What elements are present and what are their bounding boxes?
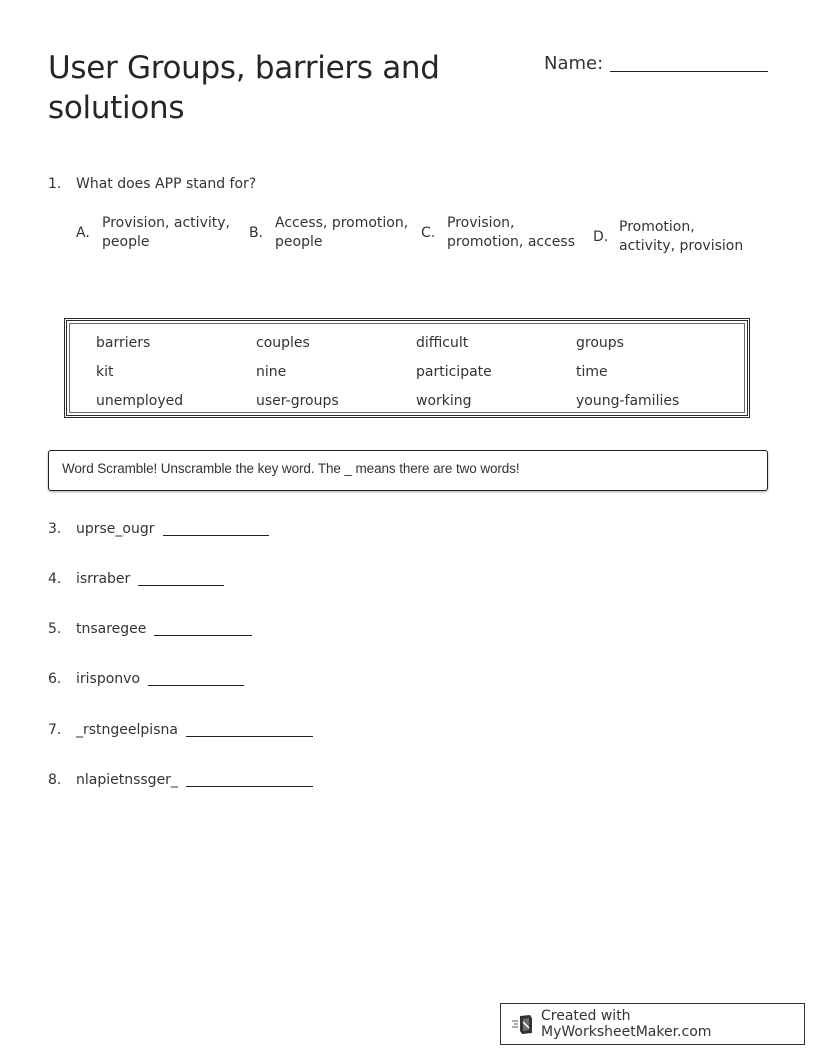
word-bank-item: young-families [576, 393, 680, 409]
option-a[interactable] [76, 214, 237, 252]
answer-blank[interactable] [186, 722, 313, 737]
word-bank-item: user-groups [256, 393, 339, 409]
scramble-item-6 [48, 671, 244, 687]
name-label: Name: [544, 53, 604, 74]
word-bank-item: time [576, 364, 608, 380]
scramble-item-3 [48, 521, 269, 537]
word-bank [64, 318, 750, 418]
word-bank-item: unemployed [96, 393, 184, 409]
answer-blank[interactable] [148, 671, 244, 686]
word-bank-item: groups [576, 335, 624, 351]
option-text: Promotion, activity, provision [619, 219, 744, 254]
answer-blank[interactable] [154, 621, 252, 636]
option-text: Provision, promotion, access [447, 215, 575, 250]
item-number: 4. [48, 571, 62, 587]
name-blank[interactable] [610, 51, 768, 72]
option-c[interactable] [421, 214, 582, 252]
option-text: Access, promotion, people [275, 215, 409, 250]
scramble-item-5 [48, 621, 252, 637]
scrambled-word: uprse_ougr [76, 521, 155, 537]
scramble-item-7 [48, 722, 313, 738]
scramble-item-4 [48, 571, 224, 587]
scramble-item-8 [48, 772, 313, 788]
word-bank-item: couples [256, 335, 310, 351]
word-bank-item: barriers [96, 335, 151, 351]
option-letter: B. [249, 225, 264, 241]
scrambled-word: isrraber [76, 571, 131, 587]
answer-blank[interactable] [163, 521, 269, 536]
worksheet-logo-icon [511, 1013, 535, 1035]
option-b[interactable] [249, 214, 415, 252]
option-letter: C. [421, 225, 436, 241]
option-text: Provision, activity, people [102, 215, 230, 250]
item-number: 7. [48, 722, 62, 738]
question-1 [48, 176, 256, 192]
footer-credit[interactable] [500, 1003, 805, 1045]
instructions-box: Word Scramble! Unscramble the key word. The _ means there are two words! [48, 450, 768, 491]
scrambled-word: irisponvo [76, 671, 141, 687]
question-prompt: What does APP stand for? [76, 176, 257, 192]
footer-text: Created with MyWorksheetMaker.com [541, 1008, 712, 1040]
item-number: 5. [48, 621, 62, 637]
word-bank-item: participate [416, 364, 492, 380]
word-bank-item: working [416, 393, 472, 409]
option-letter: D. [593, 229, 609, 245]
item-number: 3. [48, 521, 62, 537]
question-number: 1. [48, 176, 62, 192]
scrambled-word: _rstngeelpisna [76, 722, 178, 738]
item-number: 6. [48, 671, 62, 687]
scrambled-word: tnsaregee [76, 621, 147, 637]
scrambled-word: nlapietnssger_ [76, 772, 178, 788]
option-d[interactable] [593, 218, 754, 256]
answer-blank[interactable] [186, 772, 313, 787]
word-bank-item: kit [96, 364, 114, 380]
word-bank-item: difficult [416, 335, 469, 351]
word-bank-item: nine [256, 364, 287, 380]
name-field [544, 51, 768, 74]
item-number: 8. [48, 772, 62, 788]
answer-blank[interactable] [138, 571, 224, 586]
option-letter: A. [76, 225, 90, 241]
page-title: User Groups, barriers and solutions [48, 50, 440, 126]
